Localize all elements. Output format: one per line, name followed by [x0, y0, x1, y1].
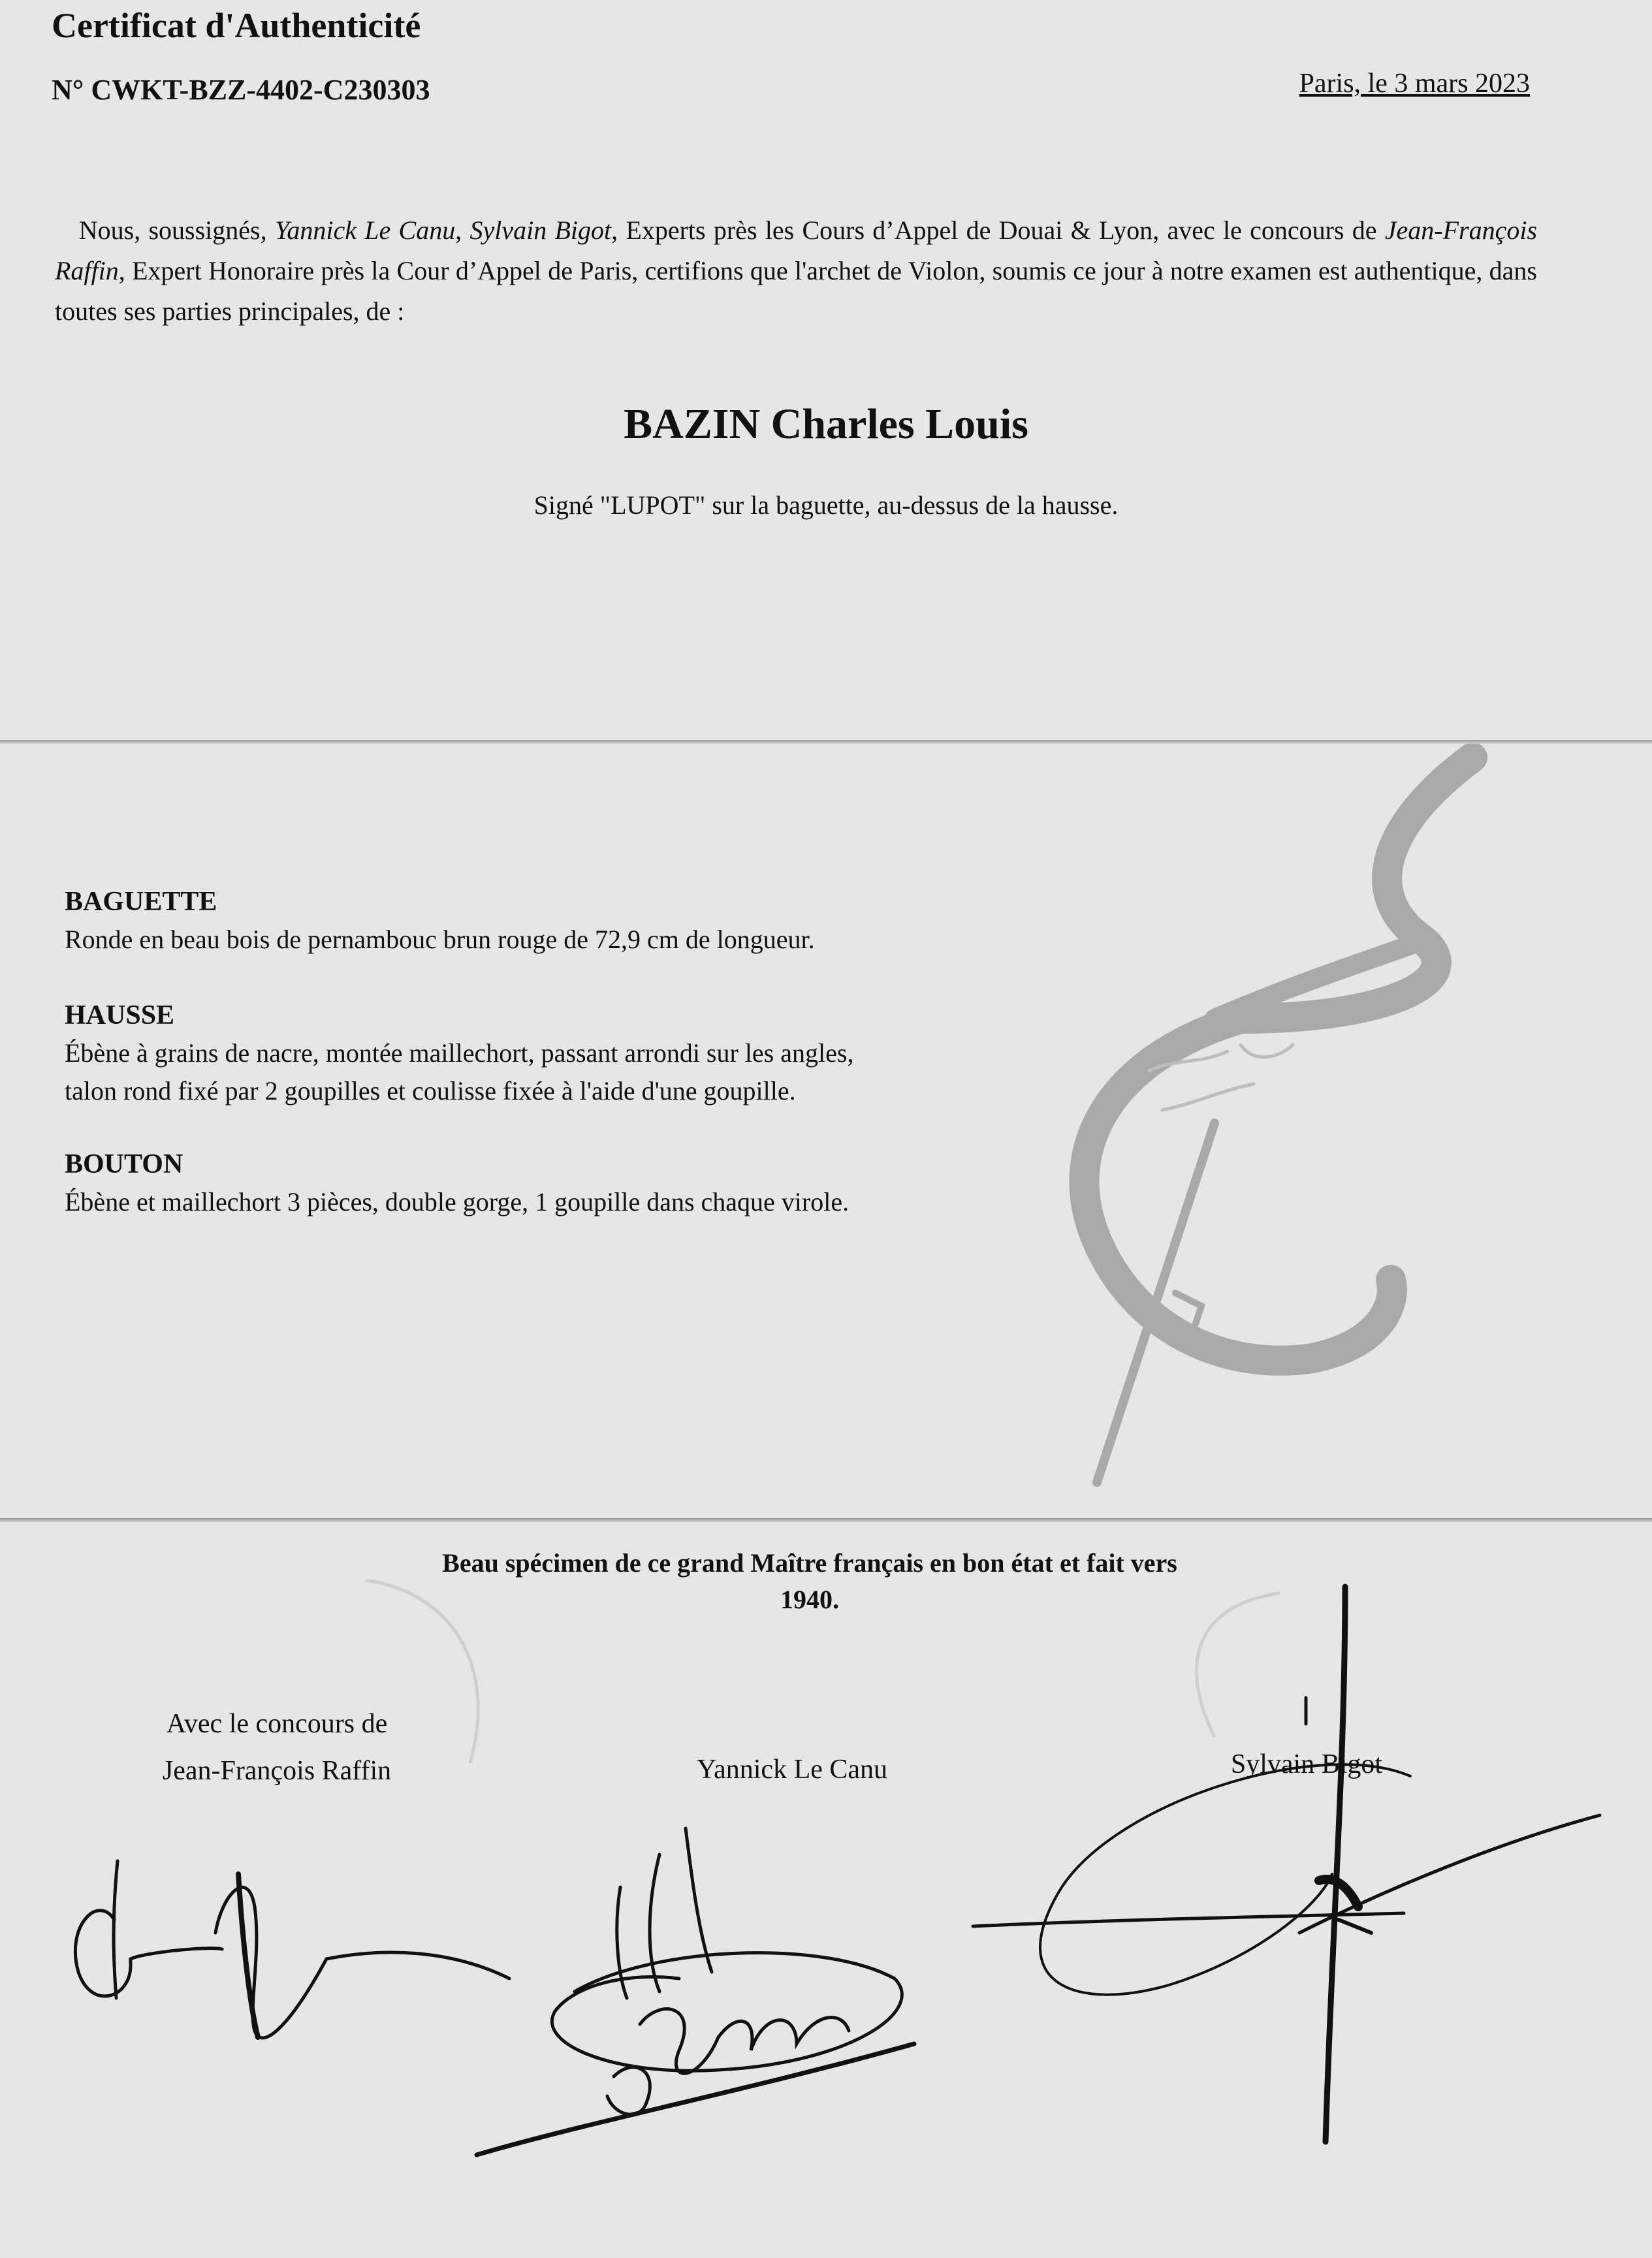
- fold-line: [0, 740, 1652, 744]
- intro-text: , Experts près les Cours d’Appel de Douai & Lyon, avec le concours de: [611, 215, 1385, 245]
- section-bouton: [65, 1145, 849, 1221]
- section-text: talon rond fixé par 2 goupilles et coulisse fixée à l'aide d'une goupille.: [65, 1076, 796, 1105]
- signatory-bigot: [1143, 1741, 1470, 1788]
- section-hausse: [65, 996, 853, 1110]
- expert-name: Yannick Le Canu: [274, 215, 456, 245]
- certificate-title: Certificat d'Authenticité: [52, 6, 421, 45]
- expert-name: Jean-François Raffin: [55, 215, 1538, 285]
- section-text: Ébène à grains de nacre, montée maillechort, passant arrondi sur les angles,: [65, 1038, 854, 1068]
- signatory-name: Yannick Le Canu: [696, 1755, 888, 1785]
- signatory-name: Sylvain Bigot: [1230, 1749, 1383, 1779]
- signatory-label: Avec le concours de: [166, 1709, 388, 1739]
- intro-text: Nous, soussignés,: [78, 215, 275, 245]
- signature-bigot: [973, 1587, 1600, 2142]
- intro-paragraph: [55, 210, 1537, 332]
- intro-text: , Expert Honoraire près la Cour d’Appel de Paris, certifions que l'archet de Violon, soumis ce jour à notre examen est authentique, dans toutes ses parties principales, de :: [55, 256, 1537, 326]
- signatory-name: Jean-François Raffin: [162, 1756, 392, 1786]
- conclusion-line: 1940.: [780, 1585, 839, 1614]
- section-heading: BAGUETTE: [65, 887, 217, 917]
- conclusion: [366, 1545, 1254, 1618]
- fold-line: [0, 1518, 1652, 1522]
- section-heading: BOUTON: [65, 1149, 183, 1179]
- section-heading: HAUSSE: [65, 1000, 175, 1030]
- section-baguette: [65, 883, 815, 959]
- signatory-le-canu: [629, 1746, 955, 1793]
- conclusion-line: Beau spécimen de ce grand Maître français en bon état et fait vers: [442, 1548, 1177, 1578]
- section-text: Ébène et maillechort 3 pièces, double gorge, 1 goupille dans chaque virole.: [65, 1187, 850, 1216]
- signature-note: Signé "LUPOT" sur la baguette, au-dessus de la hausse.: [533, 490, 1119, 520]
- certificate-number: N° CWKT-BZZ-4402-C230303: [52, 74, 430, 106]
- expert-name: Sylvain Bigot: [469, 215, 612, 245]
- section-text: Ronde en beau bois de pernambouc brun rouge de 72,9 cm de longueur.: [65, 925, 815, 954]
- bow-maker-name: BAZIN Charles Louis: [624, 400, 1028, 448]
- treble-clef-watermark: [1085, 757, 1472, 1482]
- signature-le-canu: [477, 1828, 914, 2155]
- place-date: Paris, le 3 mars 2023: [1299, 69, 1530, 99]
- signatory-raffin: [114, 1700, 440, 1794]
- signature-raffin: [75, 1861, 509, 2038]
- intro-text: ,: [455, 215, 470, 245]
